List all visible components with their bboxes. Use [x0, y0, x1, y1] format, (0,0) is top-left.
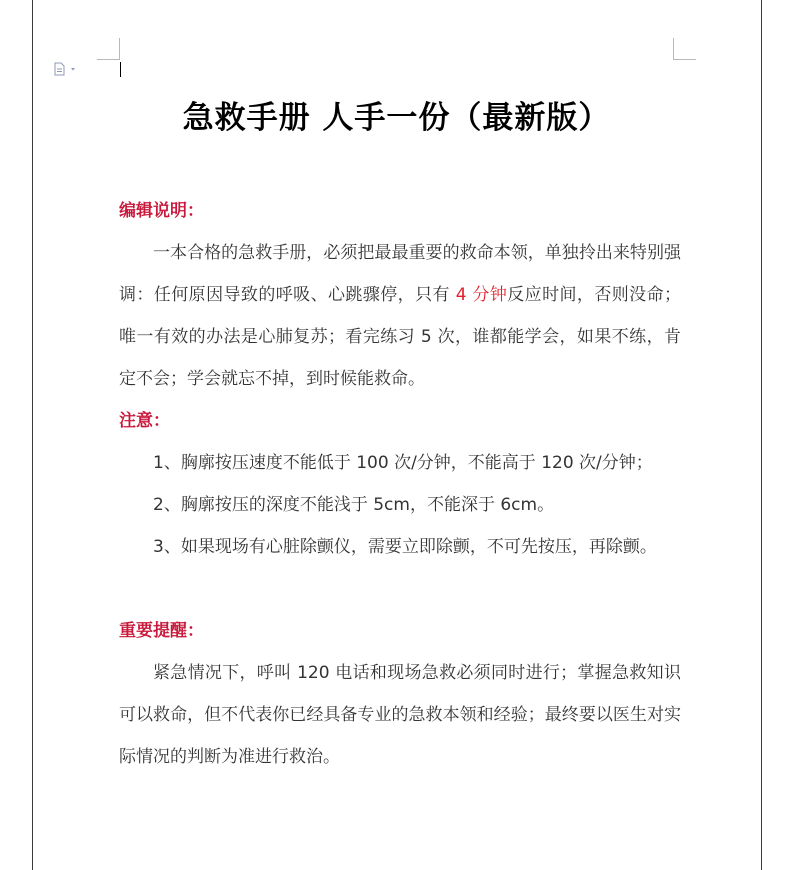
section-heading-important-reminder: 重要提醒： [119, 621, 204, 641]
section-heading-attention: 注意： [119, 411, 170, 431]
reminder-paragraph: 紧急情况下，呼叫 120 电话和现场急救必须同时进行；掌握急救知识可以救命，但不代表你已经具备专业的急救本领和经验；最终要以医生对实际情况的判断为准进行救治。 [119, 663, 681, 767]
text-cursor [120, 62, 121, 77]
page-title: 急救手册 人手一份（最新版） [182, 100, 611, 136]
text-run: 一本合格的急救手册，必须把最最重要的救命本领，单独拎出来特别强调：任何原因导致的呼吸、心跳骤停，只有 [119, 243, 681, 305]
document-body [119, 190, 681, 778]
section-heading-edit-notes: 编辑说明： [119, 201, 204, 221]
crop-mark-left-vertical [119, 38, 120, 60]
document-icon[interactable] [53, 62, 79, 76]
text-run: 反应时间，否则没命；唯一有效的办法是心肺复苏；看完练习 5 次，谁都能学会，如果不练，肯定不会；学会就忘不掉，到时候能救命。 [119, 285, 682, 389]
crop-mark-right-horizontal [673, 59, 696, 60]
attention-item: 3、如果现场有心脏除颤仪，需要立即除颤，不可先按压，再除颤。 [153, 537, 657, 557]
blank-line [119, 568, 681, 610]
edit-notes-paragraph [119, 232, 681, 400]
crop-mark-right-vertical [673, 38, 674, 60]
crop-mark-left-horizontal [97, 59, 120, 60]
attention-item: 2、胸廓按压的深度不能浅于 5cm，不能深于 6cm。 [153, 495, 555, 515]
highlight-four-minutes: 4 分钟 [455, 285, 508, 305]
attention-item: 1、胸廓按压速度不能低于 100 次/分钟，不能高于 120 次/分钟； [153, 453, 653, 473]
